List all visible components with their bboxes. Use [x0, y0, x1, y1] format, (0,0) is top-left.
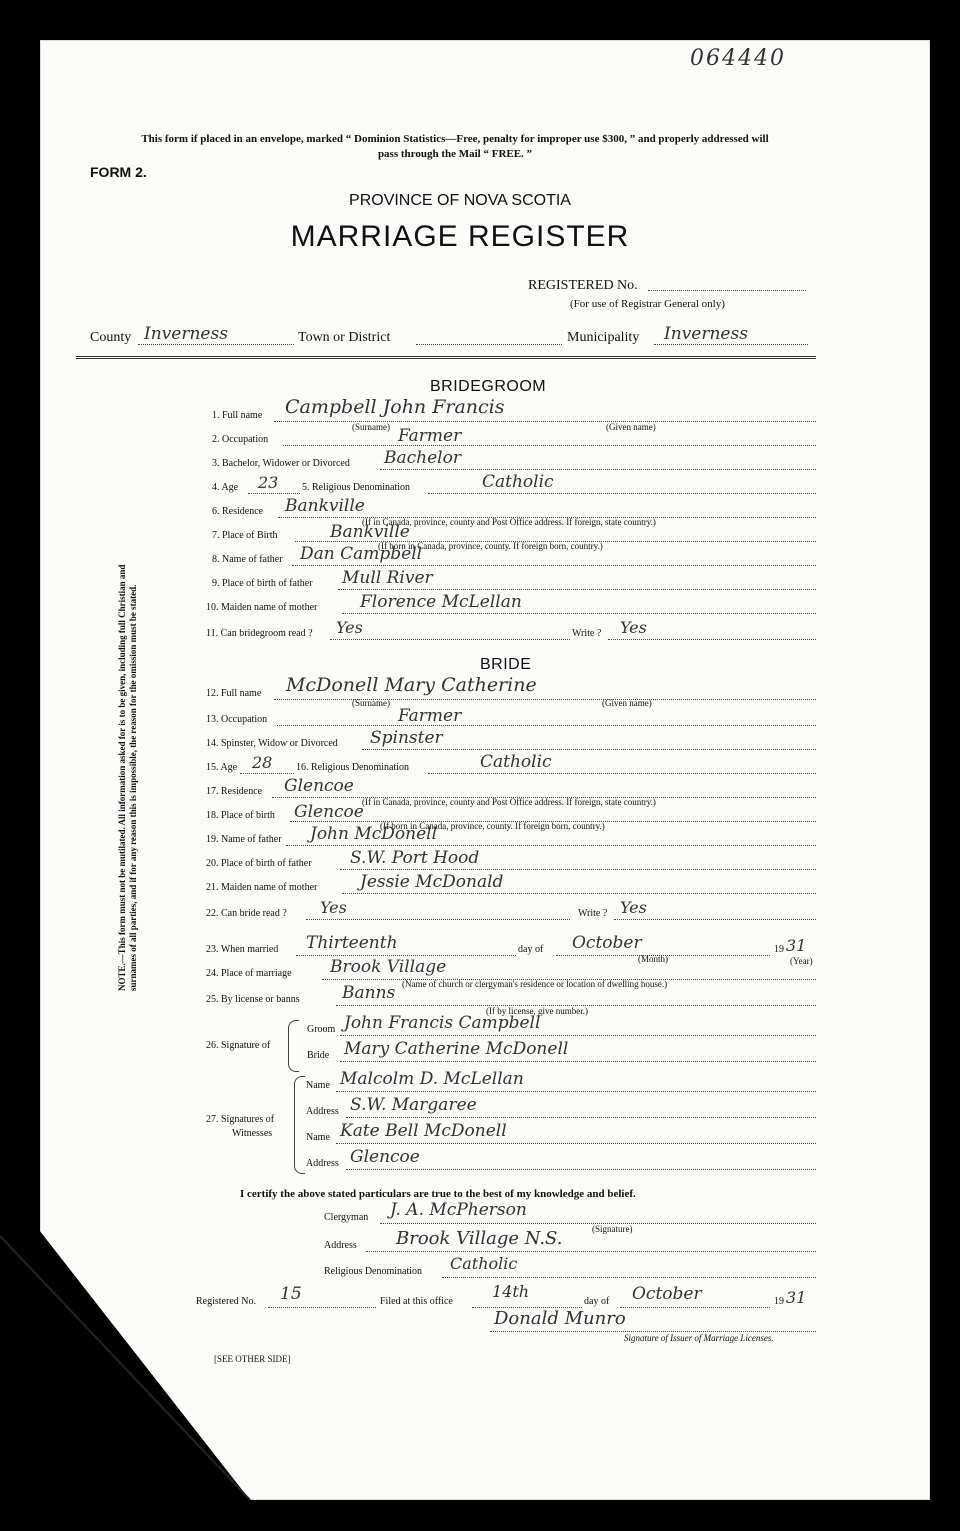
dotline [286, 845, 816, 846]
dotline [366, 1251, 816, 1252]
dotline [330, 639, 570, 640]
label-father-birthplace: 9. Place of birth of father [212, 578, 313, 589]
label-can-read: 11. Can bridegroom read ? [206, 628, 313, 639]
groom-can-write: Yes [620, 618, 647, 637]
bride-can-write: Yes [620, 898, 647, 917]
filed-month: October [632, 1284, 702, 1304]
marriage-year: 31 [786, 936, 807, 955]
label-full-name: 12. Full name [206, 688, 262, 699]
dotline [248, 493, 300, 494]
witness2-name: Kate Bell McDonell [340, 1121, 507, 1141]
municipality-label: Municipality [567, 330, 640, 345]
dotline [428, 493, 816, 494]
label-occupation: 2. Occupation [212, 434, 269, 445]
dotline [346, 1169, 816, 1170]
marriage-month: October [572, 933, 642, 953]
label-clergyman: Clergyman [324, 1212, 369, 1223]
dotline [336, 1091, 816, 1092]
dotline [614, 919, 816, 920]
groom-residence: Bankville [285, 496, 365, 516]
surname-caption: (Surname) [352, 698, 390, 708]
dotline [338, 589, 816, 590]
issuer-caption: Signature of Issuer of Marriage Licenses. [624, 1333, 774, 1343]
municipality-value: Inverness [664, 324, 748, 344]
bride-marital-status: Spinster [370, 728, 443, 748]
groom-full-name: Campbell John Francis [285, 396, 505, 418]
register-form [40, 40, 930, 1500]
bride-mother: Jessie McDonald [360, 872, 504, 892]
groom-father-birthplace: Mull River [342, 568, 433, 588]
bride-religion: Catholic [480, 752, 552, 772]
label-residence: 6. Residence [212, 506, 264, 517]
dotline [292, 565, 816, 566]
groom-mother: Florence McLellan [360, 592, 522, 612]
label-signature-of: 26. Signature of [206, 1040, 271, 1051]
label-witnesses: Witnesses [232, 1128, 273, 1139]
groom-signature: John Francis Campbell [344, 1013, 541, 1033]
groom-can-read: Yes [336, 618, 363, 637]
bride-full-name: McDonell Mary Catherine [286, 674, 537, 696]
registered-no-field [648, 290, 806, 291]
label-religion: Religious Denomination [324, 1266, 423, 1277]
label-day-of: day of [518, 944, 544, 955]
license-caption: (If by license, give number.) [486, 1006, 588, 1016]
dotline [620, 1307, 770, 1308]
side-note-wrap [118, 550, 138, 990]
label-marital-status: 3. Bachelor, Widower or Divorced [212, 458, 350, 469]
label-registered-no: Registered No. [196, 1296, 256, 1307]
province-heading: PROVINCE OF NOVA SCOTIA [349, 192, 571, 209]
dotline [442, 1277, 816, 1278]
dotline [342, 613, 816, 614]
bride-age: 28 [252, 753, 273, 772]
birth-note: (If born in Canada, province, county. If foreign born, country.) [380, 821, 605, 831]
town-label: Town or District [298, 330, 391, 345]
groom-marital-status: Bachelor [384, 448, 461, 468]
label-name: Name [306, 1132, 330, 1143]
dotline [340, 1035, 816, 1036]
birth-note: (If born in Canada, province, county. If foreign born, country.) [378, 541, 603, 551]
signature-brace [288, 1020, 299, 1072]
clergyman-religion: Catholic [450, 1254, 518, 1273]
label-father: 19. Name of father [206, 834, 282, 845]
folded-corner [0, 1180, 340, 1500]
label-father: 8. Name of father [212, 554, 283, 565]
dotline [346, 1117, 816, 1118]
month-caption: (Month) [638, 954, 668, 964]
groom-religion: Catholic [482, 472, 554, 492]
page-title: MARRIAGE REGISTER [290, 220, 630, 253]
year-caption: (Year) [790, 956, 813, 966]
label-religion: 16. Religious Denomination [296, 762, 410, 773]
witness-brace [294, 1076, 305, 1174]
label-signatures-of: 27. Signatures of [206, 1114, 275, 1125]
header-divider [76, 356, 816, 359]
license-or-banns: Banns [342, 983, 396, 1003]
label-full-name: 1. Full name [212, 410, 263, 421]
registered-no-label: REGISTERED No. [528, 278, 638, 293]
label-age: 15. Age [206, 762, 238, 773]
registered-number: 15 [280, 1284, 302, 1304]
see-other-side: [SEE OTHER SIDE] [214, 1354, 291, 1364]
bride-residence: Glencoe [284, 776, 354, 796]
issuer-signature: Donald Munro [494, 1308, 626, 1329]
label-religion: 5. Religious Denomination [302, 482, 411, 493]
certify-statement: I certify the above stated particulars are true to the best of my knowledge and belief. [240, 1188, 636, 1200]
groom-occupation: Farmer [398, 426, 462, 446]
registrar-note: (For use of Registrar General only) [570, 298, 725, 310]
side-note: NOTE.—This form must not be mutilated. All information asked for is to be given, including full Christian and surnames of all parties, and if for any reason this is impossible, the reason for the omission must be stated. [117, 564, 138, 991]
label-write: Write ? [572, 628, 602, 639]
label-marital-status: 14. Spinster, Widow or Divorced [206, 738, 338, 749]
clergyman-address: Brook Village N.S. [396, 1228, 563, 1249]
bride-heading: BRIDE [480, 656, 532, 673]
filed-year: 31 [786, 1288, 807, 1307]
county-label: County [90, 330, 132, 345]
filed-day: 14th [492, 1282, 530, 1301]
dotline [240, 773, 294, 774]
label-can-read: 22. Can bride read ? [206, 908, 287, 919]
label-place-of-birth: 7. Place of Birth [212, 530, 278, 541]
label-license-banns: 25. By license or banns [206, 994, 300, 1005]
label-filed: Filed at this office [380, 1296, 453, 1307]
bride-father: John McDonell [310, 824, 438, 844]
dotline [608, 639, 816, 640]
stamp-number: 064440 [690, 46, 786, 71]
groom-father: Dan Campbell [300, 544, 423, 564]
label-occupation: 13. Occupation [206, 714, 268, 725]
bride-occupation: Farmer [398, 706, 462, 726]
witness2-address: Glencoe [350, 1147, 420, 1167]
label-address: Address [324, 1240, 357, 1251]
given-name-caption: (Given name) [602, 698, 652, 708]
mail-notice: This form if placed in an envelope, marked “ Dominion Statistics—Free, penalty for improper use $300, ” and properly addressed will pass through the Mail “ FREE. ” [141, 133, 769, 160]
label-address: Address [306, 1158, 339, 1169]
dotline [342, 893, 816, 894]
label-address: Address [306, 1106, 339, 1117]
label-age: 4. Age [212, 482, 239, 493]
residence-note: (If in Canada, province, county and Post Office address. If foreign, state country.) [362, 797, 656, 807]
label-father-birthplace: 20. Place of birth of father [206, 858, 312, 869]
dotline [428, 773, 816, 774]
dotline [277, 725, 816, 726]
dotline [340, 869, 816, 870]
groom-age: 23 [258, 473, 279, 492]
witness1-name: Malcolm D. McLellan [340, 1069, 524, 1089]
place-caption: (Name of church or clergyman's residence or location of dwelling house.) [402, 979, 668, 989]
signature-caption: (Signature) [592, 1224, 633, 1234]
label-groom: Groom [307, 1024, 336, 1035]
witness1-address: S.W. Margaree [350, 1095, 477, 1115]
marriage-place: Brook Village [330, 957, 447, 977]
label-name: Name [306, 1080, 330, 1091]
label-write: Write ? [578, 908, 608, 919]
label-bride: Bride [307, 1050, 330, 1061]
bride-father-birthplace: S.W. Port Hood [350, 848, 480, 868]
label-mother: 21. Maiden name of mother [206, 882, 318, 893]
bride-place-of-birth: Glencoe [294, 802, 364, 822]
label-place-of-birth: 18. Place of birth [206, 810, 275, 821]
residence-note: (If in Canada, province, county and Post Office address. If foreign, state country.) [362, 517, 656, 527]
surname-caption: (Surname) [352, 422, 390, 432]
label-place-of-marriage: 24. Place of marriage [206, 968, 292, 979]
dotline [296, 955, 516, 956]
dotline [490, 1331, 816, 1332]
clergyman-signature: J. A. McPherson [390, 1200, 527, 1220]
bridegroom-heading: BRIDEGROOM [430, 378, 547, 395]
groom-place-of-birth: Bankville [330, 522, 410, 542]
town-field [416, 344, 562, 345]
form-label: FORM 2. [90, 164, 147, 180]
dotline [340, 1061, 816, 1062]
label-residence: 17. Residence [206, 786, 263, 797]
dotline [380, 469, 816, 470]
label-when-married: 23. When married [206, 944, 279, 955]
bride-can-read: Yes [320, 898, 347, 917]
dotline [283, 445, 816, 446]
marriage-day: Thirteenth [306, 933, 398, 953]
county-field [138, 344, 294, 345]
year-prefix: 19 [774, 1296, 784, 1307]
label-day-of: day of [584, 1296, 610, 1307]
year-prefix: 19 [774, 944, 784, 955]
county-value: Inverness [144, 324, 228, 344]
label-mother: 10. Maiden name of mother [206, 602, 318, 613]
municipality-field [654, 344, 808, 345]
bride-signature: Mary Catherine McDonell [344, 1039, 569, 1059]
dotline [362, 749, 816, 750]
dotline [336, 1143, 816, 1144]
given-name-caption: (Given name) [606, 422, 656, 432]
dotline [306, 919, 570, 920]
